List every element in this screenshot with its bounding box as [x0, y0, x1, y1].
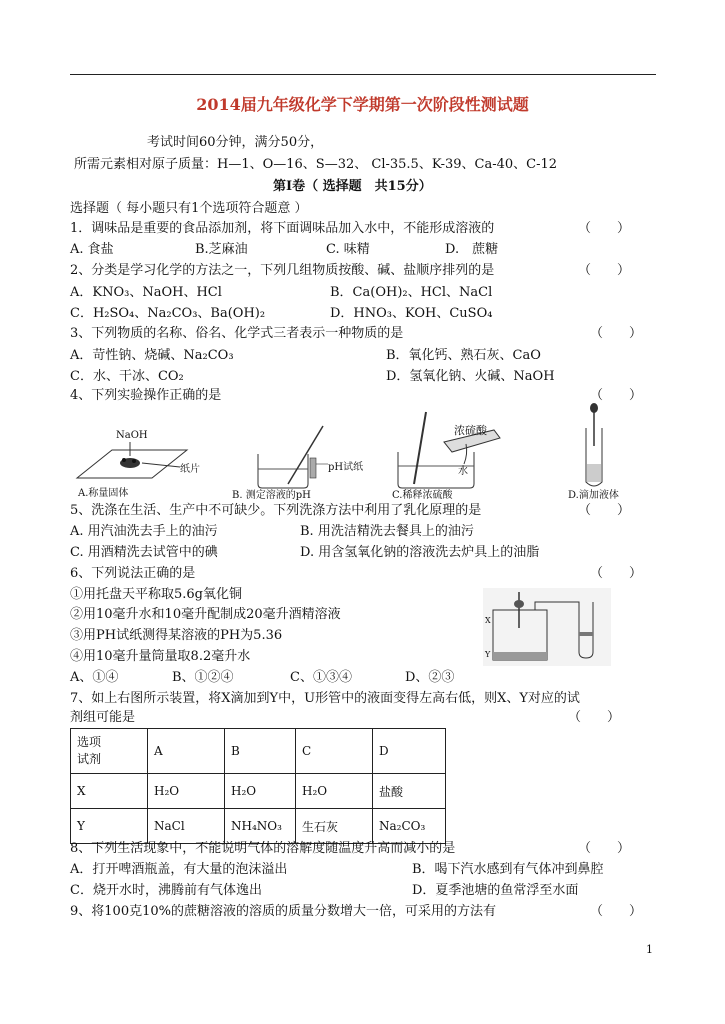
col-header-c: C: [296, 729, 373, 774]
q3-option-d: D．氢氧化钠、火碱、NaOH: [386, 369, 555, 384]
fig-c-water-label: 水: [458, 466, 468, 477]
q3-option-a: A．苛性钠、烧碱、Na₂CO₃: [70, 348, 234, 363]
fig-y-label: Y: [485, 650, 491, 659]
q6-option-c: C、①③④: [290, 670, 352, 685]
q6-statement-3: ③用PH试纸测得某溶液的PH为5.36: [70, 628, 283, 643]
q6-answer-paren: （ ）: [590, 566, 643, 581]
page-title: 2014届九年级化学下学期第一次阶段性测试题: [196, 95, 529, 114]
q2-stem: 2、分类是学习化学的方法之一，下列几组物质按酸、碱、盐顺序排列的是: [70, 263, 495, 278]
u-tube-illustration: [483, 588, 611, 666]
q3-stem: 3、下列物质的名称、俗名、化学式三者表示一种物质的是: [70, 326, 404, 341]
cell-y-a: NaCl: [148, 809, 225, 844]
q9-stem: 9、将100克10%的蔗糖溶液的溶质的质量分数增大一倍，可采用的方法有: [70, 904, 496, 919]
cell-x-d: 盐酸: [373, 774, 446, 809]
q2-option-c: C．H₂SO₄、Na₂CO₃、Ba(OH)₂: [70, 306, 266, 321]
q8-option-b: B．喝下汽水感到有气体冲到鼻腔: [412, 862, 604, 877]
q3-option-b: B．氧化钙、熟石灰、CaO: [386, 348, 541, 363]
q6-statement-1: ①用托盘天平称取5.6g氧化铜: [70, 587, 242, 602]
q5-option-d: D. 用含氢氧化钠的溶液洗去炉具上的油脂: [300, 545, 540, 560]
q8-stem: 8、下列生活现象中，不能说明气体的溶解度随温度升高而减小的是: [70, 841, 456, 856]
q4-answer-paren: （ ）: [590, 388, 643, 403]
q9-answer-paren: （ ）: [590, 904, 643, 919]
q7-answer-paren: （ ）: [568, 710, 621, 725]
table-row-y: [71, 809, 446, 844]
header-line1: 选项: [77, 735, 102, 749]
q6-statement-4: ④用10毫升量筒量取8.2毫升水: [70, 649, 251, 664]
atomic-masses: 所需元素相对原子质量：H—1、O—16、S—32、 Cl-35.5、K-39、Ca-40、C-12: [74, 157, 558, 172]
table-header-cell: [71, 729, 148, 774]
q5-option-b: B. 用洗洁精洗去餐具上的油污: [300, 524, 474, 539]
fig-b-ph-label: pH试纸: [328, 462, 364, 473]
col-header-b: B: [225, 729, 296, 774]
q6-stem: 6、下列说法正确的是: [70, 566, 196, 581]
q2-option-d: D．HNO₃、KOH、CuSO₄: [330, 306, 493, 321]
q7-stem-line2: 剂组可能是: [70, 710, 136, 725]
q1-answer-paren: （ ）: [578, 221, 631, 236]
q8-option-a: A．打开啤酒瓶盖，有大量的泡沫溢出: [70, 862, 288, 877]
fig-x-label: X: [485, 616, 491, 625]
u-tube-apparatus-figure: [483, 588, 611, 666]
col-header-d: D: [373, 729, 446, 774]
fig-a-weighing: [72, 430, 222, 500]
fig-a-paper-label: 纸片: [180, 464, 200, 475]
q5-option-c: C. 用酒精洗去试管中的碘: [70, 545, 218, 560]
fig-c-acid-label: 浓硫酸: [454, 424, 487, 437]
q3-answer-paren: （ ）: [590, 326, 643, 341]
q1-option-d: D. 蔗糖: [445, 242, 499, 257]
fig-d-caption: D.滴加液体: [568, 490, 619, 501]
q8-answer-paren: （ ）: [578, 841, 631, 856]
top-rule: [70, 74, 656, 75]
section-title: 第Ⅰ卷（ 选择题 共15分）: [273, 179, 432, 194]
q6-statement-2: ②用10毫升水和10毫升配制成20毫升酒精溶液: [70, 607, 341, 622]
q2-answer-paren: （ ）: [578, 263, 631, 278]
q1-option-c: C. 味精: [326, 242, 370, 257]
q8-option-c: C．烧开水时，沸腾前有气体逸出: [70, 883, 262, 898]
q1-option-b: B.芝麻油: [195, 242, 248, 257]
q7-stem-line1: 7、如上右图所示装置，将X滴加到Y中，U形管中的液面变得左高右低，则X、Y对应的试: [70, 691, 580, 706]
q3-option-c: C．水、干冰、CO₂: [70, 369, 184, 384]
col-header-a: A: [148, 729, 225, 774]
cell-x-c: H₂O: [296, 774, 373, 809]
fig-d-dropping: [566, 402, 646, 500]
q6-option-d: D、②③: [405, 670, 455, 685]
cell-y-b: NH₄NO₃: [225, 809, 296, 844]
q2-option-a: A．KNO₃、NaOH、HCl: [70, 285, 222, 300]
cell-x-b: H₂O: [225, 774, 296, 809]
section-note: 选择题（ 每小题只有1个选项符合题意 ）: [70, 201, 308, 216]
q8-option-d: D．夏季池塘的鱼常浮至水面: [412, 883, 579, 898]
q5-stem: 5、洗涤在生活、生产中不可缺少。下列洗涤方法中利用了乳化原理的是: [70, 503, 482, 518]
cell-y-d: Na₂CO₃: [373, 809, 446, 844]
fig-a-caption: A.称量固体: [78, 488, 129, 499]
q1-stem: 1．调味品是重要的食品添加剂，将下面调味品加入水中，不能形成溶液的: [70, 221, 495, 236]
cell-y-c: 生石灰: [296, 809, 373, 844]
q4-stem: 4、下列实验操作正确的是: [70, 388, 222, 403]
table-row-x: [71, 774, 446, 809]
row-label-y: Y: [71, 809, 148, 844]
q6-option-a: A、①④: [70, 670, 119, 685]
q2-option-b: B．Ca(OH)₂、HCl、NaCl: [330, 285, 493, 300]
fig-c-dilution: [384, 408, 524, 500]
q7-options-table: [70, 728, 446, 844]
q5-option-a: A. 用汽油洗去手上的油污: [70, 524, 218, 539]
fig-b-caption: B. 测定溶液的pH: [232, 490, 311, 501]
q1-option-a: A. 食盐: [70, 242, 114, 257]
fig-c-caption: C.稀释浓硫酸: [392, 490, 453, 501]
exam-info: 考试时间60分钟，满分50分，: [147, 135, 324, 150]
q6-option-b: B、①②④: [172, 670, 234, 685]
fig-a-naoh-label: NaOH: [116, 430, 148, 441]
row-label-x: X: [71, 774, 148, 809]
table-header-row: [71, 729, 446, 774]
fig-b-ph-test: [228, 414, 368, 500]
cell-x-a: H₂O: [148, 774, 225, 809]
q5-answer-paren: （ ）: [578, 503, 631, 518]
header-line2: 试剂: [77, 752, 102, 766]
page-number: 1: [646, 943, 653, 956]
